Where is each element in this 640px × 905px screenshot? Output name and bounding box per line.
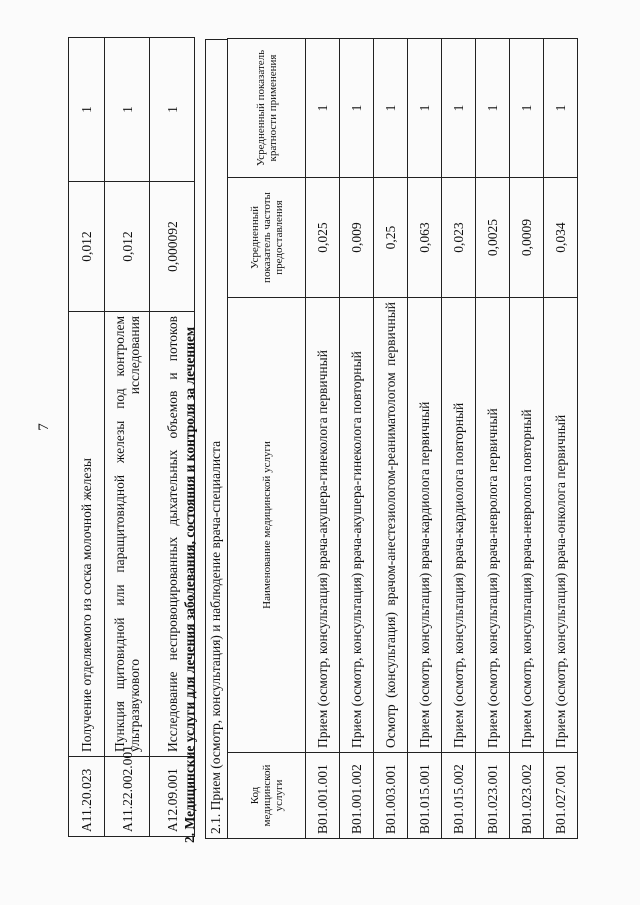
page-number: 7 (36, 423, 52, 431)
multiplicity-value: 1 (442, 39, 476, 178)
multiplicity-value: 1 (105, 38, 150, 182)
service-name: Получение отделяемого из соска молочной железы (69, 312, 105, 757)
service-name: Осмотр (консультация) врачом-анестезиологом-реаниматологом первичный (374, 298, 408, 753)
table-row (105, 38, 150, 837)
header-code: Код медицинской услуги (228, 753, 306, 839)
frequency-value: 0,023 (442, 178, 476, 298)
frequency-value: 0,0025 (476, 178, 510, 298)
services-table-top (68, 37, 195, 837)
service-name: Прием (осмотр, консультация) врача-кардиолога повторный (442, 298, 476, 753)
table-row (544, 39, 578, 839)
multiplicity-value: 1 (306, 39, 340, 178)
multiplicity-value: 1 (544, 39, 578, 178)
service-name: Пункция щитовидной или паращитовидной железы под контролем ультразвукового исследования (105, 312, 150, 757)
frequency-value: 0,0009 (510, 178, 544, 298)
services-table-main (227, 38, 578, 839)
service-code: B01.001.002 (340, 753, 374, 839)
service-code: B01.015.001 (408, 753, 442, 839)
service-code: B01.023.001 (476, 753, 510, 839)
table-row (306, 39, 340, 839)
table-row (510, 39, 544, 839)
service-name: Прием (осмотр, консультация) врача-невролога повторный (510, 298, 544, 753)
service-code: B01.015.002 (442, 753, 476, 839)
frequency-value: 0,012 (105, 182, 150, 312)
service-code: A12.09.001 (150, 757, 195, 837)
table-row (374, 39, 408, 839)
service-code: B01.001.001 (306, 753, 340, 839)
service-code: B01.003.001 (374, 753, 408, 839)
multiplicity-value: 1 (150, 38, 195, 182)
frequency-value: 0,25 (374, 178, 408, 298)
frequency-value: 0,000092 (150, 182, 195, 312)
header-name: Наименование медицинской услуги (228, 298, 306, 753)
service-code: B01.023.002 (510, 753, 544, 839)
table-row (476, 39, 510, 839)
table-header-row (228, 39, 306, 839)
table-row (69, 38, 105, 837)
section-subheading: 2.1. Прием (осмотр, консультация) и наблюдение врача-специалиста (205, 39, 227, 839)
service-code: A11.20.023 (69, 757, 105, 837)
multiplicity-value: 1 (510, 39, 544, 178)
service-name: Прием (осмотр, консультация) врача-кардиолога первичный (408, 298, 442, 753)
table-row (340, 39, 374, 839)
service-name: Прием (осмотр, консультация) врача-невролога первичный (476, 298, 510, 753)
multiplicity-value: 1 (374, 39, 408, 178)
multiplicity-value: 1 (340, 39, 374, 178)
table-row (408, 39, 442, 839)
table-row (442, 39, 476, 839)
multiplicity-value: 1 (408, 39, 442, 178)
frequency-value: 0,034 (544, 178, 578, 298)
multiplicity-value: 1 (69, 38, 105, 182)
service-name: Прием (осмотр, консультация) врача-акушера-гинеколога повторный (340, 298, 374, 753)
service-name: Прием (осмотр, консультация) врача-онколога первичный (544, 298, 578, 753)
frequency-value: 0,025 (306, 178, 340, 298)
service-name: Исследование неспровоцированных дыхательных объемов и потоков (150, 312, 195, 757)
multiplicity-value: 1 (476, 39, 510, 178)
frequency-value: 0,009 (340, 178, 374, 298)
service-code: A11.22.002.001 (105, 757, 150, 837)
header-frequency: Усредненный показатель частоты предоставления (228, 178, 306, 298)
section-heading: 2. Медицинские услуги для лечения заболевания, состояния и контроля за лечением (182, 326, 197, 843)
service-name: Прием (осмотр, консультация) врача-акушера-гинеколога первичный (306, 298, 340, 753)
header-multiplicity: Усредненный показатель кратности применения (228, 39, 306, 178)
service-code: B01.027.001 (544, 753, 578, 839)
frequency-value: 0,063 (408, 178, 442, 298)
frequency-value: 0,012 (69, 182, 105, 312)
